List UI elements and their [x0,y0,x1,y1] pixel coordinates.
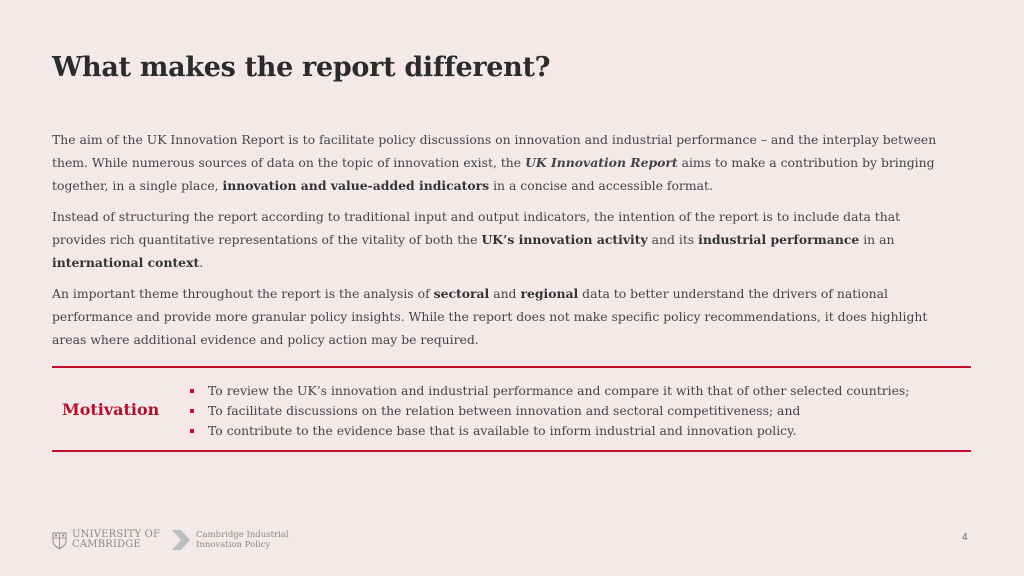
university-crest-icon [52,532,67,549]
paragraph-2 [52,205,957,274]
motivation-label: Motivation [62,400,160,419]
university-logo [52,530,160,550]
list-item: To facilitate discussions on the relation between innovation and sectoral competitiveness; and [187,401,909,421]
paragraph-1 [52,128,957,197]
report-name-emphasis: UK Innovation Report [525,155,678,170]
list-item: To review the UK’s innovation and industrial performance and compare it with that of other selected countries; [187,381,909,401]
innovation-activity-emphasis: UK’s innovation activity [481,232,648,247]
university-name-line2: CAMBRIDGE [72,539,142,550]
p1-text-c: aims to make a contribution by bringing together, in a single place, [52,155,935,193]
p3-text-a: An important theme throughout the report is the analysis of [52,286,434,301]
p3-text-c: and [489,286,521,301]
ciip-name-line1: Cambridge Industrial [196,530,289,540]
p2-text-e: in an [859,232,895,247]
industrial-performance-emphasis: industrial performance [698,232,860,247]
p1-text-a: The aim of the UK Innovation Report is to facilitate policy discussions on innovation and industrial performance – and the interplay between them. While numerous sources of data on the topic of innovation exist, the [52,132,937,170]
page-title: What makes the report different? [52,52,551,83]
p2-text-a: Instead of structuring the report according to traditional input and output indicators, the intention of the report is to include data that provides rich quantitative representations of the vitality of both the [52,209,901,247]
international-context-emphasis: international context [52,255,200,270]
ciip-chevron-icon [170,529,192,551]
p2-text-c: and its [647,232,699,247]
motivation-list [187,381,909,441]
body-text [52,128,957,359]
p1-text-e: in a concise and accessible format. [489,178,713,193]
regional-emphasis: regional [520,286,579,301]
page-number: 4 [962,532,968,543]
p2-text-g: . [199,255,204,270]
indicators-emphasis: innovation and value-added indicators [222,178,490,193]
motivation-box [52,366,971,452]
ciip-name-line2: Innovation Policy [196,540,271,550]
p3-text-e: data to better understand the drivers of national performance and provide more granular policy insights. While the report does not make specific policy recommendations, it does highlight areas where additional evidence and policy action may be required. [52,286,928,347]
sectoral-emphasis: sectoral [433,286,490,301]
ciip-logo [170,529,289,551]
list-item: To contribute to the evidence base that is available to inform industrial and innovation policy. [187,421,909,441]
paragraph-3 [52,282,957,351]
university-name-line1: UNIVERSITY OF [72,529,161,540]
